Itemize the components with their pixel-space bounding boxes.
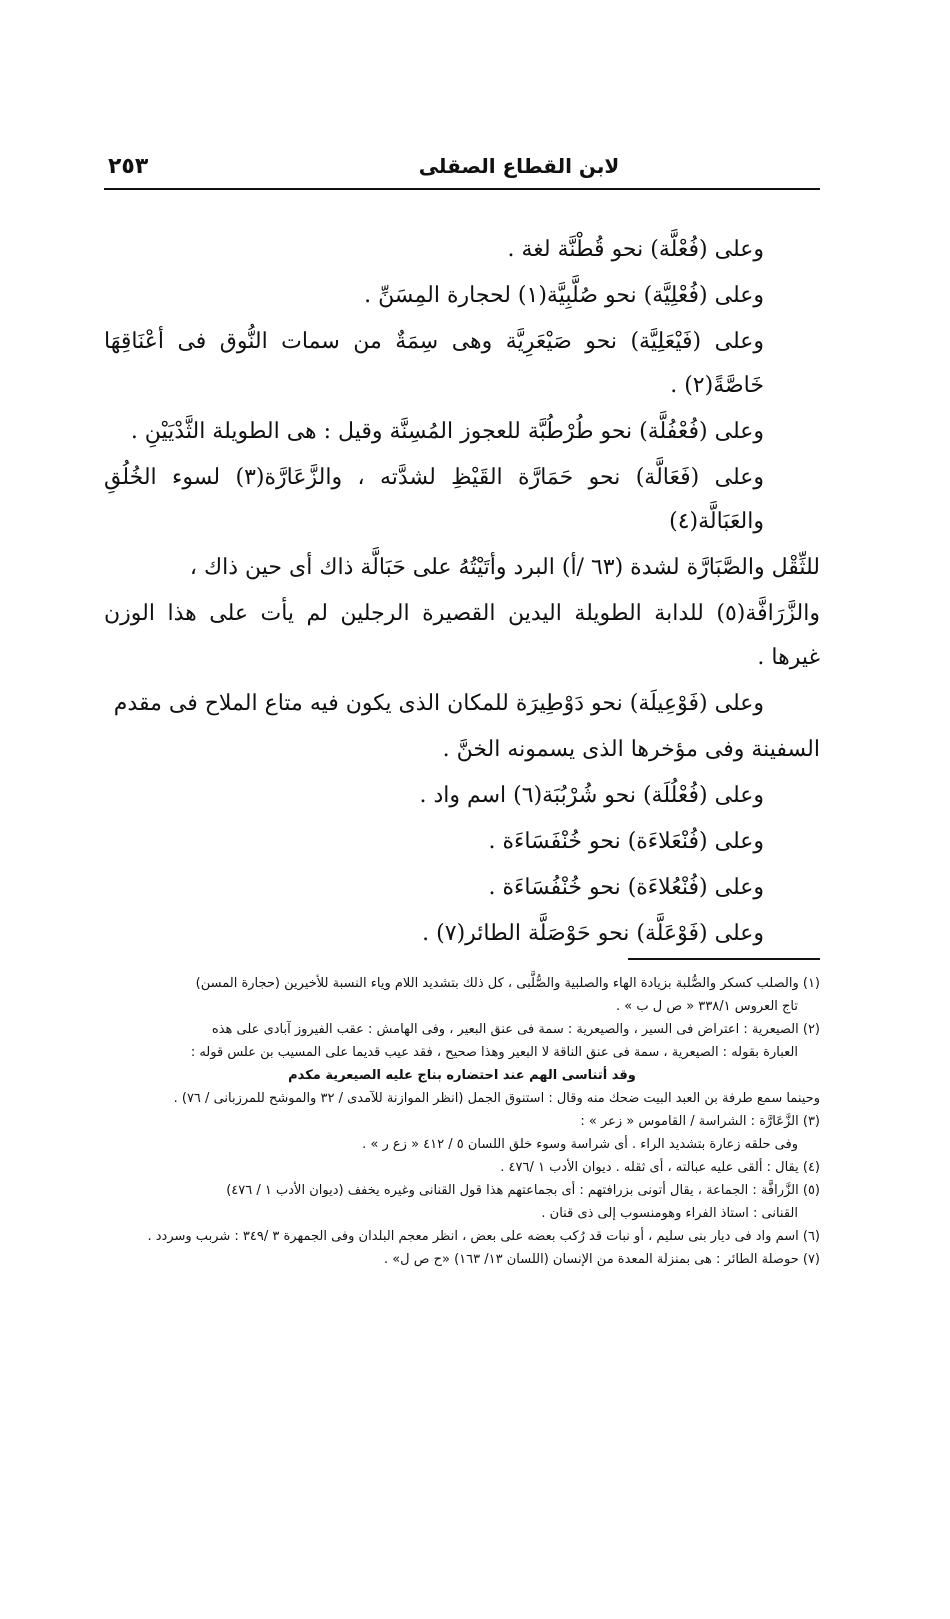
footnote-continuation: العبارة بقوله : الصيعرية ، سمة فى عنق الناقة لا البعير وهذا صحيح ، فقد عيب قديما على المسيب بن علس قوله : (190, 1045, 798, 1060)
footnote: (١) والصلب كسكر والصُّلبة بزيادة الهاء والصلبية والصُّلَّبى ، كل ذلك بتشديد اللام وياء النسبة للأخيرين (حجارة المسن) (195, 976, 820, 991)
paragraph-continuation: السفينة وفى مؤخرها الذى يسمونه الخنَّ . (442, 737, 820, 762)
footnote-continuation: القنانى : استاذ الفراء وهومنسوب إلى ذى قنان . (541, 1206, 798, 1221)
paragraph: وعلى (فُنْعُلاءَة) نحو خُنْفُسَاءَة . (488, 875, 764, 900)
paragraph-continuation: للثِّقْل والصَّبَارَّة لشدة (٦٣ /أ) البرد وأتَيْتُهُ على حَبَالَّة ذاك أى حين ذاك ، (189, 555, 820, 580)
paragraph: وعلى (فَوْعَلَّة) نحو حَوْصَلَّة الطائر(٧) . (422, 921, 764, 946)
paragraph: وعلى (فَيْعَلِيَّة) نحو صَيْعَرِيَّة وهى سِمَةٌ من سمات النُّوق فى أعْنَاقِهَا خَاصَّةً(٢) . (104, 329, 764, 398)
main-text (104, 228, 820, 958)
paragraph: وعلى (فُنْعَلاءَة) نحو خُنْفَسَاءَة . (488, 829, 764, 854)
footnote: (٦) اسم واد فى ديار بنى سليم ، أو نبات قد رُكب بعضه على بعض ، انظر معجم البلدان وفى الجمهرة ٣ /٣٤٩ : شربب وسردد . (147, 1229, 820, 1244)
paragraph-continuation: والزَّرَافَّة(٥) للدابة الطويلة اليدين القصيرة الرجلين لم يأت على هذا الوزن غيرها . (104, 601, 820, 670)
footnote: (٢) الصيعرية : اعتراض فى السير ، والصيعرية : سمة فى عنق البعير ، وفى الهامش : عقب الفيروز آبادى على هذه (211, 1022, 820, 1037)
footnote: (٤) يقال : ألقى عليه عبالته ، أى ثقله . ديوان الأدب ١ /٤٧٦ . (500, 1160, 820, 1175)
paragraph: وعلى (فُعْلِيَّة) نحو صُلَّبِيَّة(١) لحجارة المِسَنِّ . (364, 283, 764, 308)
page-header (104, 148, 820, 190)
footnote: (٣) الزَّعَارَّة : الشراسة / القاموس « زعر » : (580, 1114, 820, 1129)
footnote: (٧) حوصلة الطائر : هى بمنزلة المعدة من الإنسان (اللسان ١٣/ ١٦٣) «ح ص ل» . (383, 1252, 820, 1267)
paragraph: وعلى (فُعْفُلَّة) نحو طُرْطُبَّة للعجوز المُسِنَّة وقيل : هى الطويلة الثَّدْيَيْنِ . (130, 419, 764, 444)
footnotes (104, 972, 820, 1271)
footnote: (٥) الزَّرافَّة : الجماعة ، يقال أتونى بزرافتهم : أى بجماعتهم هذا قول القنانى وغيره يخفف (ديوان الأدب ١ / ٤٧٦) (226, 1183, 820, 1198)
footnote-divider (628, 958, 820, 960)
paragraph: وعلى (فُعْلَّة) نحو قُطْنَّة لغة . (507, 237, 764, 262)
footnote-verse: وقد أتناسى الهم عند احتضاره بناج عليه الصيعرية مكدم (288, 1068, 636, 1083)
paragraph: وعلى (فَعَالَّة) نحو حَمَارَّة القَيْظِ لشدَّته ، والزَّعَارَّة(٣) لسوء الخُلُقِ والعَبَالَّة(٤) (104, 465, 764, 534)
footnote-continuation: تاج العروس ٣٣٨/١ « ص ل ب » . (616, 999, 798, 1014)
footnote-continuation: وفى حلقه زعارة بتشديد الراء . أى شراسة وسوء خلق اللسان ٥ / ٤١٢ « زع ر » . (362, 1137, 798, 1152)
paragraph: وعلى (فُعْلُلَة) نحو شُرْبُبَة(٦) اسم واد . (419, 783, 764, 808)
running-title: لابن القطاع الصقلى (418, 154, 620, 178)
footnote-continuation: وحينما سمع طرفة بن العبد البيت ضحك منه وقال : استنوق الجمل (انظر الموازنة للآمدى / ٣٢ والموشح للمرزبانى / ٧٦) . (173, 1091, 820, 1106)
paragraph: وعلى (فَوْعِيلَة) نحو دَوْطِيرَة للمكان الذى يكون فيه متاع الملاح فى مقدم (113, 691, 764, 716)
page-number: ٢٥٣ (108, 154, 149, 179)
